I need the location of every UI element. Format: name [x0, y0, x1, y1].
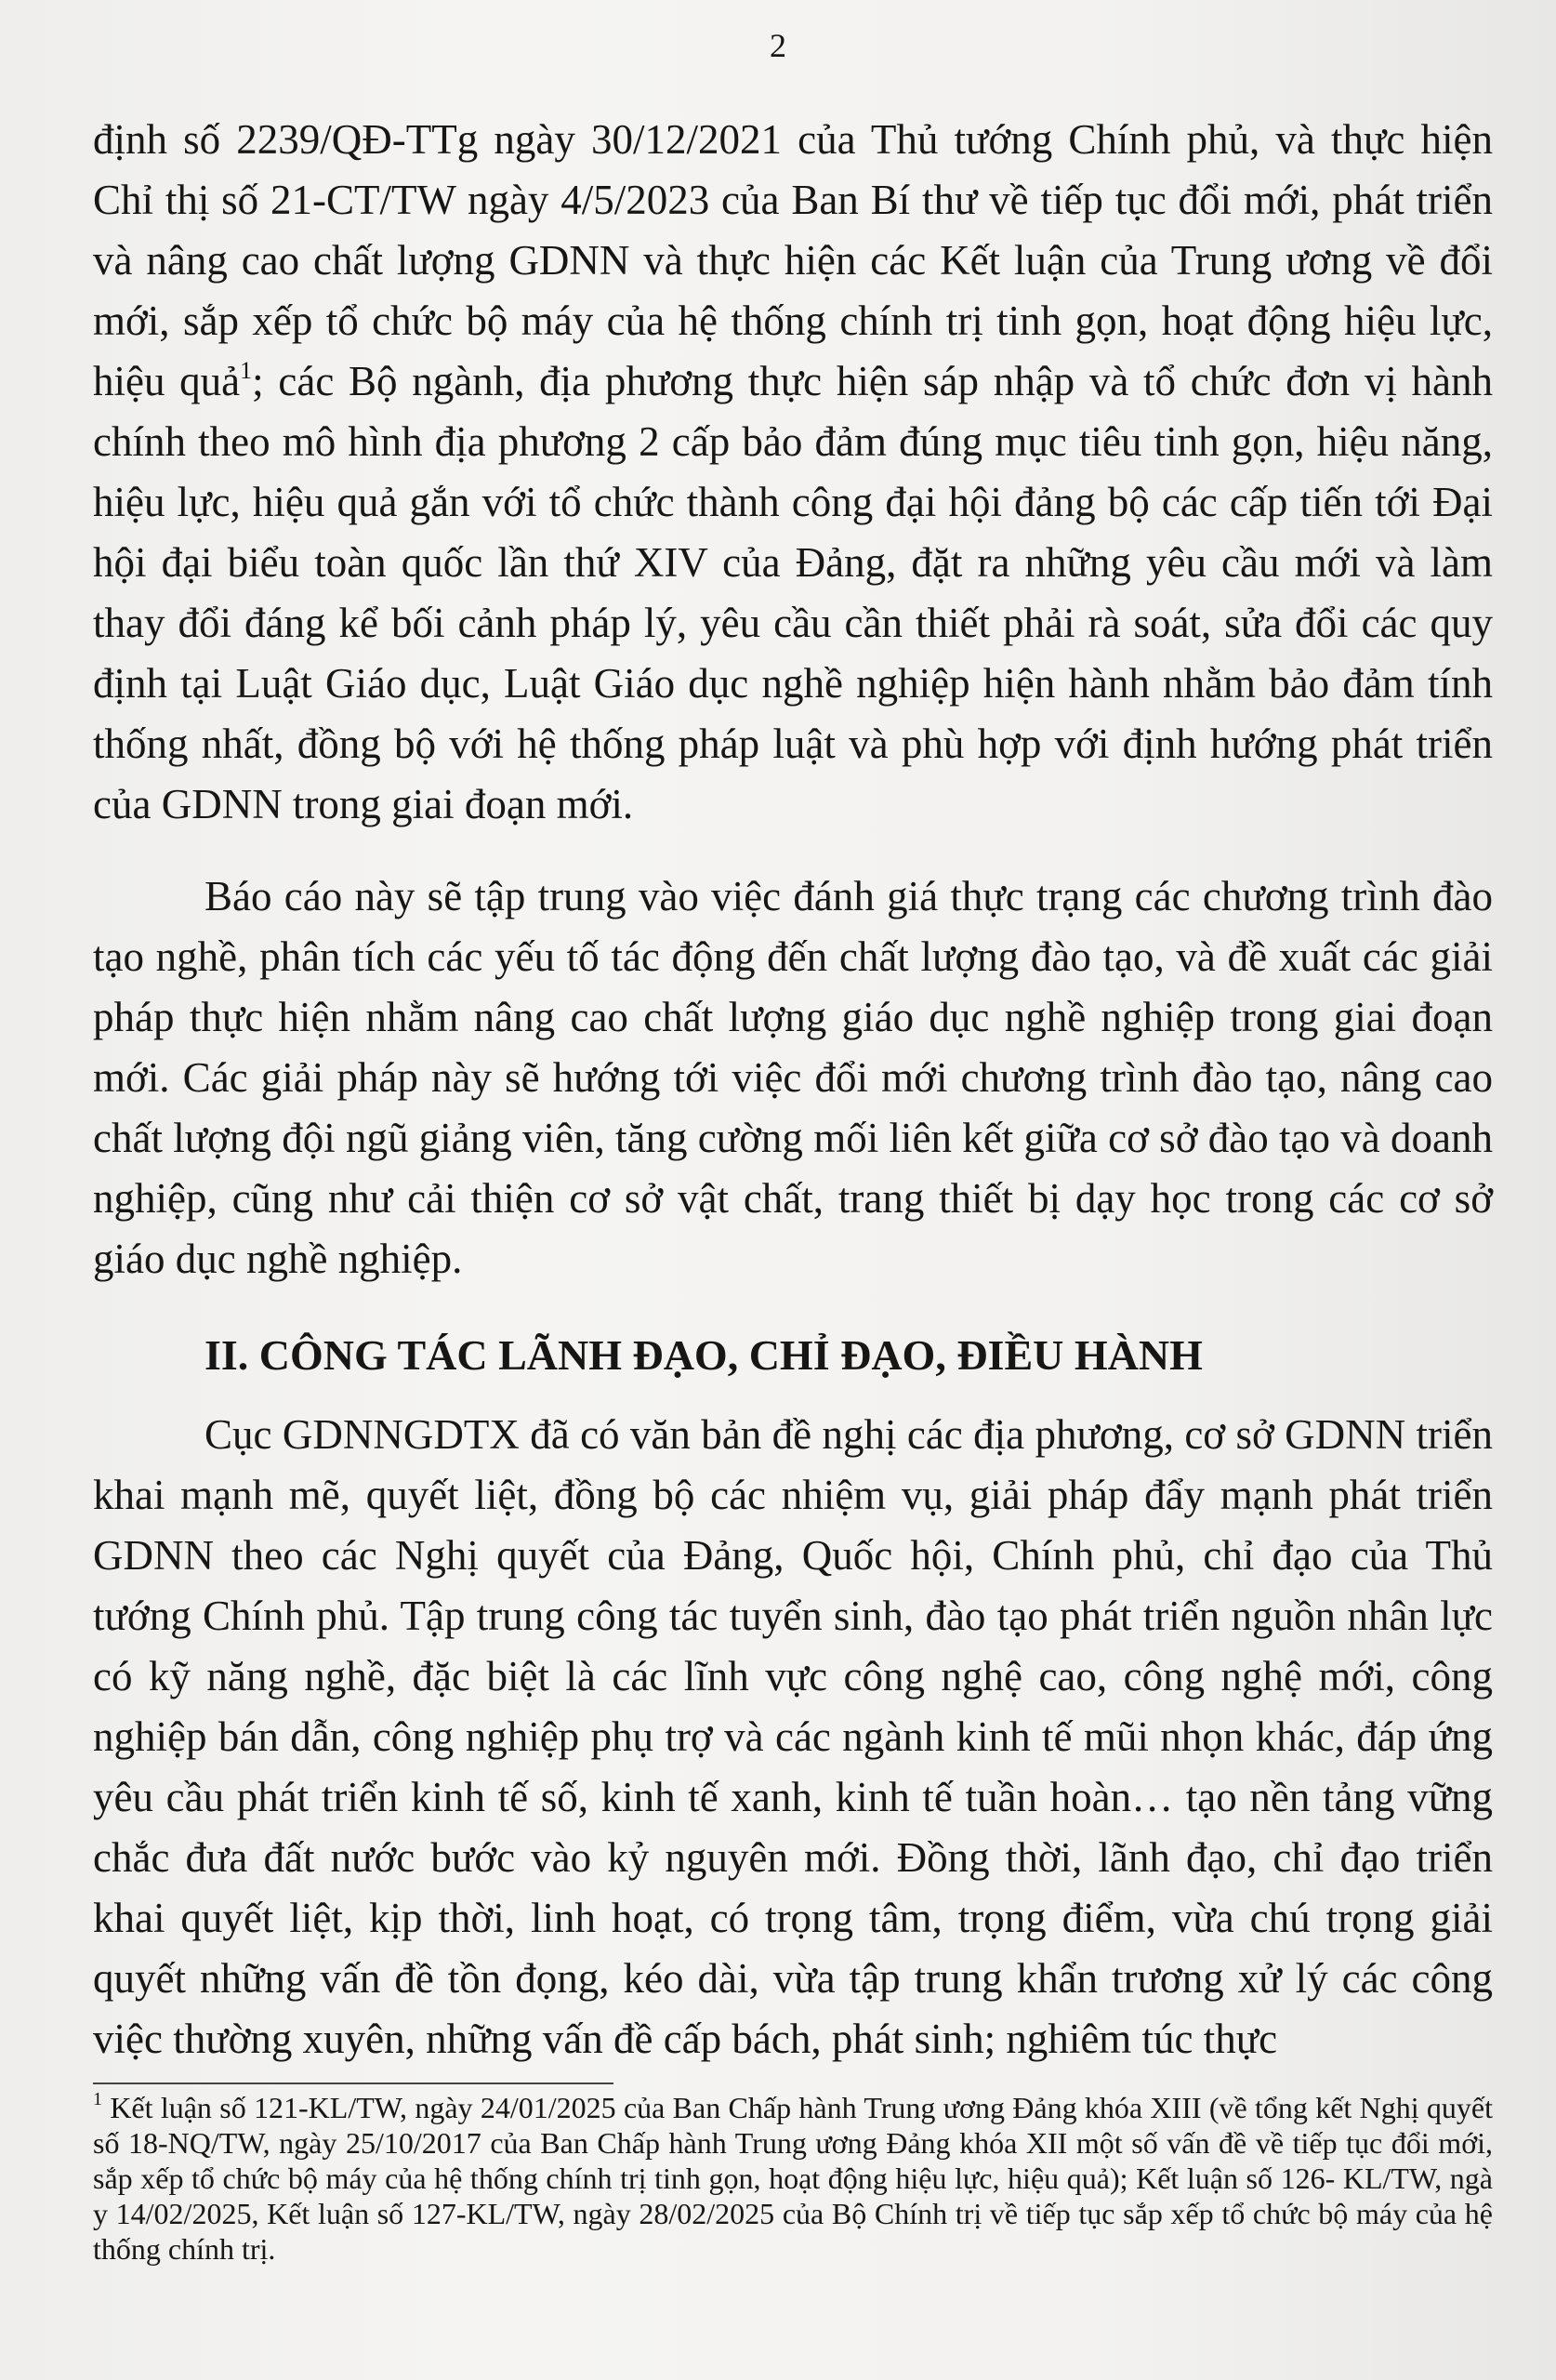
- footnote-marker: 1: [93, 2089, 102, 2109]
- section-heading: II. CÔNG TÁC LÃNH ĐẠO, CHỈ ĐẠO, ĐIỀU HÀNH: [204, 1331, 1203, 1379]
- body-content: [93, 110, 1493, 2069]
- footnote-area: [93, 2082, 1493, 2267]
- paragraph-1-start: định số 2239/QĐ-TTg ngày 30/12/2021 của Thủ tướng Chính phủ, và thực hiện Chỉ thị số 21-CT/TW ngày 4/5/2023 của Ban Bí thư về tiếp tục đổi mới, phát triển và nâng cao chất lượng GDNN và thực hiện các Kết luận của Trung ương về đổi mới, sắp xếp tổ chức bộ máy của hệ thống chính trị tinh gọn, hoạt động hiệu lực, hiệu quả: [93, 116, 1493, 404]
- paragraph-2: Báo cáo này sẽ tập trung vào việc đánh giá thực trạng các chương trình đào tạo nghề, phân tích các yếu tố tác động đến chất lượng đào tạo, và đề xuất các giải pháp thực hiện nhằm nâng cao chất lượng giáo dục nghề nghiệp trong giai đoạn mới. Các giải pháp này sẽ hướng tới việc đổi mới chương trình đào tạo, nâng cao chất lượng đội ngũ giảng viên, tăng cường mối liên kết giữa cơ sở đào tạo và doanh nghiệp, cũng như cải thiện cơ sở vật chất, trang thiết bị dạy học trong các cơ sở giáo dục nghề nghiệp.: [93, 873, 1493, 1282]
- paragraph-3: Cục GDNNGDTX đã có văn bản đề nghị các địa phương, cơ sở GDNN triển khai mạnh mẽ, quyết liệt, đồng bộ các nhiệm vụ, giải pháp đẩy mạnh phát triển GDNN theo các Nghị quyết của Đảng, Quốc hội, Chính phủ, chỉ đạo của Thủ tướng Chính phủ. Tập trung công tác tuyển sinh, đào tạo phát triển nguồn nhân lực có kỹ năng nghề, đặc biệt là các lĩnh vực công nghệ cao, công nghệ mới, công nghiệp bán dẫn, công nghiệp phụ trợ và các ngành kinh tế mũi nhọn khác, đáp ứng yêu cầu phát triển kinh tế số, kinh tế xanh, kinh tế tuần hoàn… tạo nền tảng vững chắc đưa đất nước bước vào kỷ nguyên mới. Đồng thời, lãnh đạo, chỉ đạo triển khai quyết liệt, kịp thời, linh hoạt, có trọng tâm, trọng điểm, vừa chú trọng giải quyết những vấn đề tồn đọng, kéo dài, vừa tập trung khẩn trương xử lý các công việc thường xuyên, những vấn đề cấp bách, phát sinh; nghiêm túc thực: [93, 1411, 1493, 2062]
- paragraph-1-end: ; các Bộ ngành, địa phương thực hiện sáp nhập và tổ chức đơn vị hành chính theo mô hình địa phương 2 cấp bảo đảm đúng mục tiêu tinh gọn, hiệu năng, hiệu lực, hiệu quả gắn với tổ chức thành công đại hội đảng bộ các cấp tiến tới Đại hội đại biểu toàn quốc lần thứ XIV của Đảng, đặt ra những yêu cầu mới và làm thay đổi đáng kể bối cảnh pháp lý, yêu cầu cần thiết phải rà soát, sửa đổi các quy định tại Luật Giáo dục, Luật Giáo dục nghề nghiệp hiện hành nhằm bảo đảm tính thống nhất, đồng bộ với hệ thống pháp luật và phù hợp với định hướng phát triển của GDNN trong giai đoạn mới.: [93, 358, 1493, 827]
- footnote-reference[interactable]: 1: [240, 357, 253, 384]
- footnote-1: [93, 2090, 1493, 2267]
- footnote-divider: [93, 2082, 613, 2084]
- page-number: 2: [770, 27, 786, 64]
- footnote-text: Kết luận số 121-KL/TW, ngày 24/01/2025 của Ban Chấp hành Trung ương Đảng khóa XIII (về tổng kết Nghị quyết số 18-NQ/TW, ngày 25/10/2017 của Ban Chấp hành Trung ương Đảng khóa XII một số vấn đề về tiếp tục đổi mới, sắp xếp tổ chức bộ máy của hệ thống chính trị tinh gọn, hoạt động hiệu lực, hiệu quả); Kết luận số 126- KL/TW, ngà y 14/02/2025, Kết luận số 127-KL/TW, ngày 28/02/2025 của Bộ Chính trị về tiếp tục sắp xếp tổ chức bộ máy của hệ thống chính trị.: [93, 2091, 1493, 2266]
- paragraph-1: [93, 110, 1493, 835]
